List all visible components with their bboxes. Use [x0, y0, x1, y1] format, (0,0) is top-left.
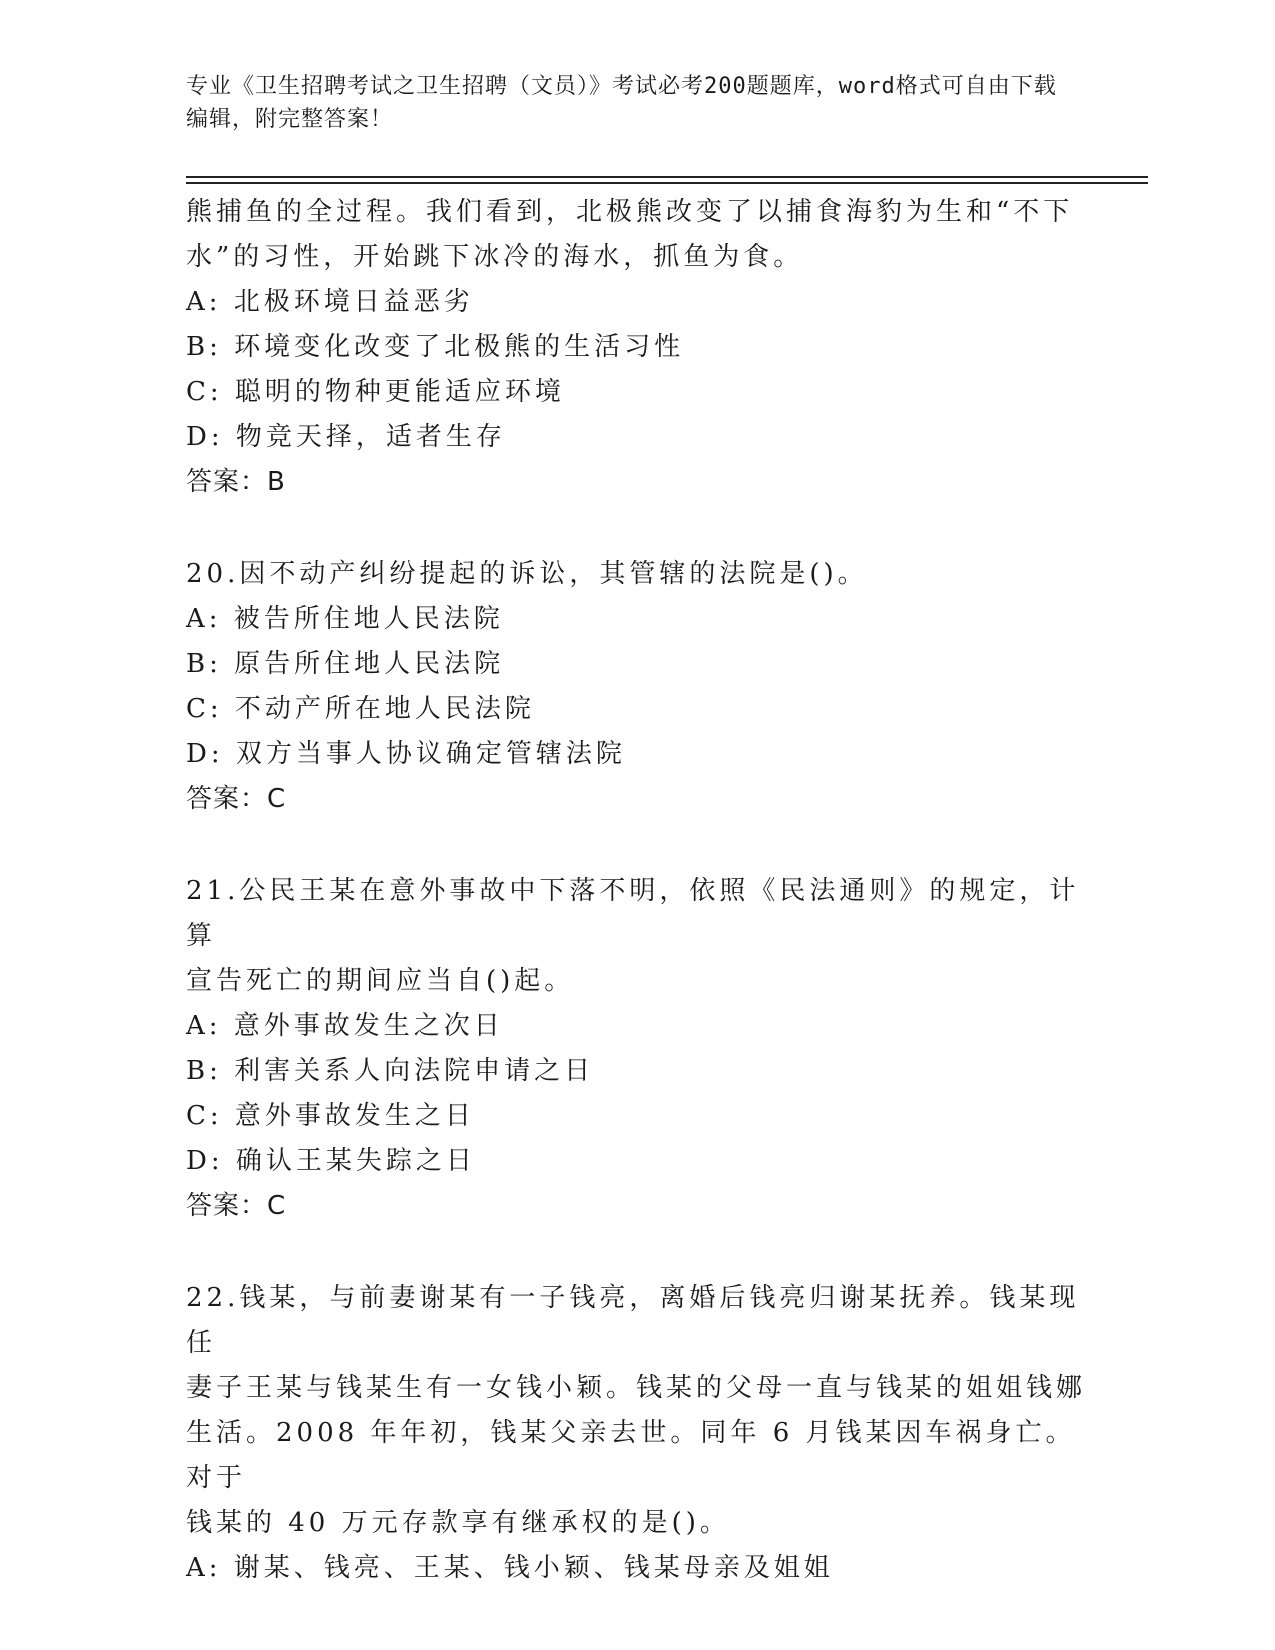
option-a: A: 谢某、钱亮、王某、钱小颖、钱某母亲及姐姐 [186, 1553, 834, 1583]
question-stem-line: 生活。2008 年年初，钱某父亲去世。同年 6 月钱某因车祸身亡。对于 [186, 1418, 1076, 1493]
question-list [186, 190, 1086, 1591]
option-d: D: 物竞天择，适者生存 [186, 422, 506, 452]
question-stem-line: 水”的习性，开始跳下冰冷的海水，抓鱼为食。 [186, 242, 804, 272]
option-a: A: 北极环境日益恶劣 [186, 287, 474, 317]
question-stem-line: 20.因不动产纠纷提起的诉讼，其管辖的法院是()。 [186, 559, 868, 589]
question-stem-line: 熊捕鱼的全过程。我们看到，北极熊改变了以捕食海豹为生和“不下 [186, 197, 1074, 227]
question-stem-line: 22.钱某，与前妻谢某有一子钱亮，离婚后钱亮归谢某抚养。钱某现任 [186, 1283, 1080, 1358]
header-text: 专业《卫生招聘考试之卫生招聘（文员）》考试必考200题题库，word格式可自由下载编辑，附完整答案！ [186, 74, 1057, 132]
question-stem-line: 钱某的 40 万元存款享有继承权的是()。 [186, 1508, 730, 1538]
question-block [186, 552, 1086, 822]
option-c: C: 聪明的物种更能适应环境 [186, 377, 565, 407]
option-c: C: 意外事故发生之日 [186, 1101, 475, 1131]
question-block [186, 1276, 1086, 1591]
document-header [186, 70, 1066, 136]
answer-line: 答案：C [186, 784, 287, 814]
header-divider-bottom [186, 182, 1148, 184]
option-a: A: 被告所住地人民法院 [186, 604, 504, 634]
option-a: A: 意外事故发生之次日 [186, 1011, 504, 1041]
option-d: D: 确认王某失踪之日 [186, 1146, 476, 1176]
option-b: B: 环境变化改变了北极熊的生活习性 [186, 332, 685, 362]
option-c: C: 不动产所在地人民法院 [186, 694, 535, 724]
option-b: B: 利害关系人向法院申请之日 [186, 1056, 595, 1086]
question-block [186, 869, 1086, 1229]
answer-line: 答案：B [186, 467, 286, 497]
question-stem-line: 21.公民王某在意外事故中下落不明，依照《民法通则》的规定，计算 [186, 876, 1080, 951]
question-stem-line: 妻子王某与钱某生有一女钱小颖。钱某的父母一直与钱某的姐姐钱娜 [186, 1373, 1087, 1403]
question-stem-line: 宣告死亡的期间应当自()起。 [186, 966, 575, 996]
header-divider-top [186, 176, 1148, 178]
question-block [186, 190, 1086, 505]
option-d: D: 双方当事人协议确定管辖法院 [186, 739, 626, 769]
answer-line: 答案：C [186, 1191, 287, 1221]
option-b: B: 原告所住地人民法院 [186, 649, 505, 679]
